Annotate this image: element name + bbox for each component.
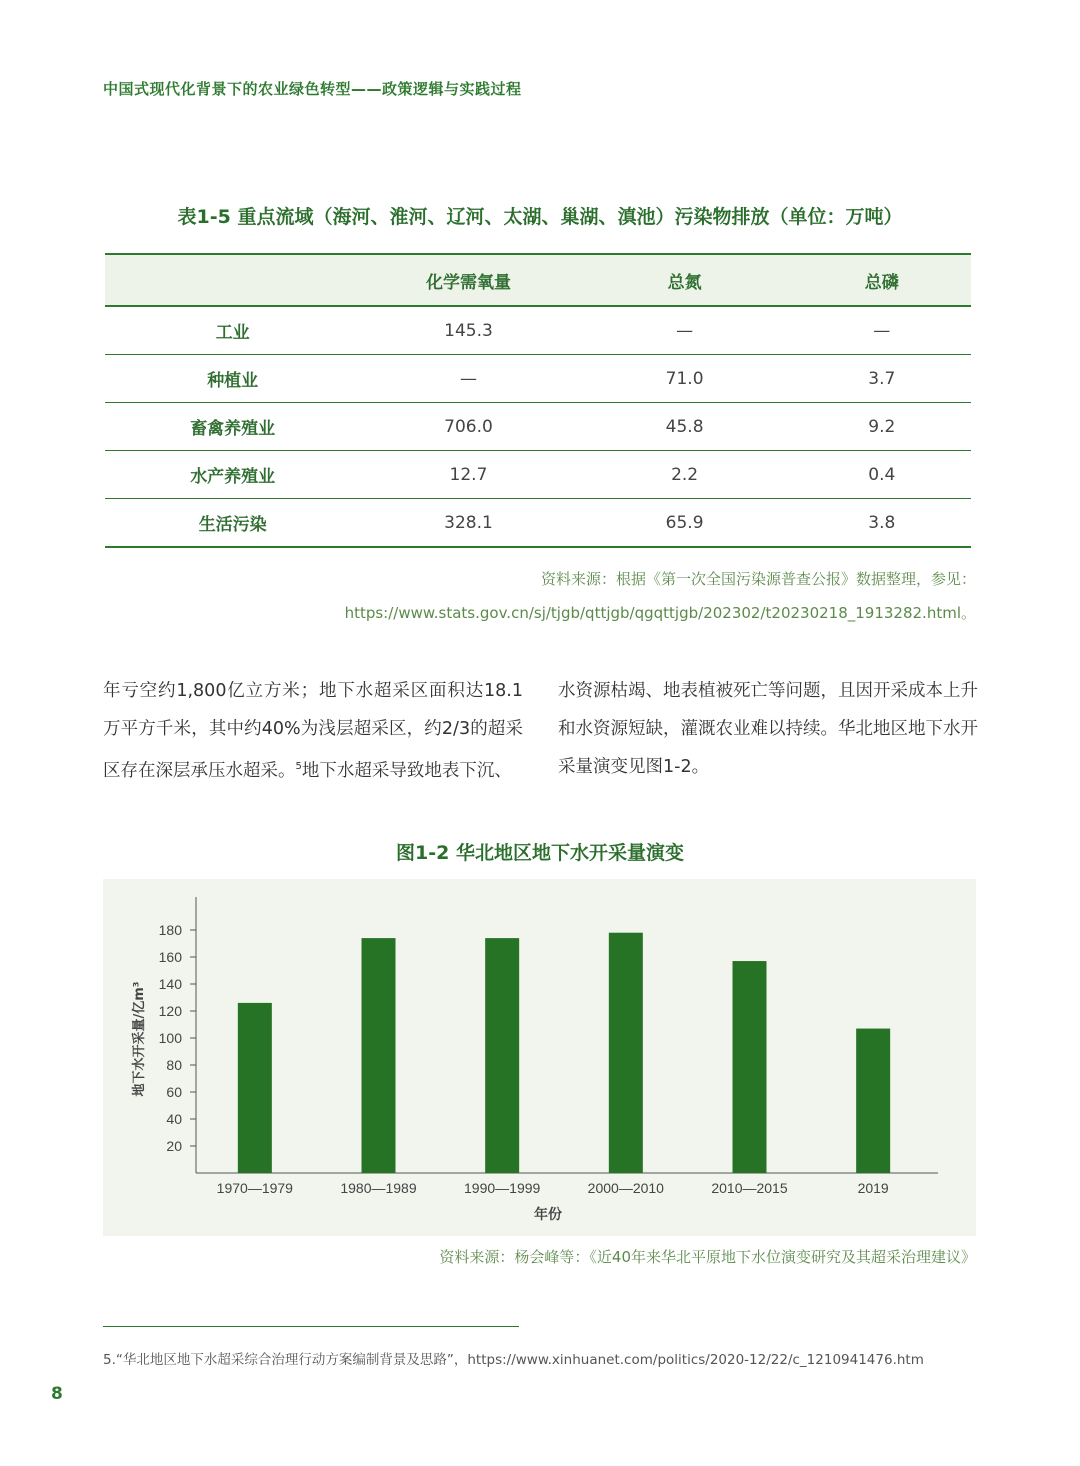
- y-axis-title: 地下水开采量/亿m³: [132, 981, 147, 1097]
- page-number: 8: [51, 1384, 63, 1404]
- cell-cod: 12.7: [360, 451, 576, 499]
- x-tick-label: 1990—1999: [464, 1180, 541, 1196]
- row-label: 生活污染: [105, 499, 360, 548]
- table-source-note: [345, 562, 976, 630]
- y-tick-label: 20: [166, 1138, 182, 1154]
- figure-title: 图1-2 华北地区地下水开采量演变: [396, 842, 684, 864]
- x-tick-label: 2019: [857, 1180, 889, 1196]
- bar: [485, 938, 519, 1173]
- row-label: 水产养殖业: [105, 451, 360, 499]
- x-tick-label: 2000—2010: [587, 1180, 664, 1196]
- body-text-left-column: [103, 672, 523, 790]
- body-text: 地下水超采导致地表下沉、: [301, 760, 512, 781]
- y-tick-label: 180: [158, 922, 182, 938]
- table-title: 表1-5 重点流域（海河、淮河、辽河、太湖、巢湖、滇池）污染物排放（单位：万吨）: [177, 206, 903, 228]
- body-text-right-column: 水资源枯竭、地表植被死亡等问题，且因开采成本上升和水资源短缺，灌溉农业难以持续。华北地区地下水开采量演变见图1-2。: [558, 681, 978, 777]
- x-axis-title: 年份: [534, 1207, 562, 1223]
- cell-tp: 3.8: [793, 499, 971, 548]
- y-tick-label: 140: [158, 976, 182, 992]
- y-tick-label: 60: [166, 1084, 182, 1100]
- table-header-row: [105, 254, 971, 306]
- row-label: 种植业: [105, 355, 360, 403]
- table-source-line: 资料来源：根据《第一次全国污染源普查公报》数据整理，参见：: [540, 570, 976, 588]
- cell-cod: 328.1: [360, 499, 576, 548]
- figure-source-note: 资料来源：杨会峰等：《近40年来华北平原地下水位演变研究及其超采治理建议》: [439, 1248, 976, 1266]
- footnote: 5.“华北地区地下水超采综合治理行动方案编制背景及思路”，https://www.xinhuanet.com/politics/2020-12/22/c_1210941476.htm: [103, 1352, 924, 1368]
- bar: [238, 1003, 272, 1173]
- cell-tn: 65.9: [577, 499, 793, 548]
- cell-cod: —: [360, 355, 576, 403]
- running-head: 中国式现代化背景下的农业绿色转型——政策逻辑与实践过程: [103, 80, 522, 98]
- cell-tp: 9.2: [793, 403, 971, 451]
- bar: [362, 938, 396, 1173]
- pollution-table: [105, 253, 971, 548]
- column-header-total-phosphorus: 总磷: [793, 254, 971, 306]
- column-header-blank: [105, 254, 360, 306]
- bar-chart-svg: [103, 879, 976, 1236]
- table-row: [105, 451, 971, 499]
- cell-tn: 71.0: [577, 355, 793, 403]
- x-tick-label: 2010—2015: [711, 1180, 788, 1196]
- row-label: 工业: [105, 306, 360, 355]
- bar: [856, 1029, 890, 1173]
- cell-tp: —: [793, 306, 971, 355]
- cell-tp: 3.7: [793, 355, 971, 403]
- y-tick-label: 120: [158, 1003, 182, 1019]
- y-tick-label: 40: [166, 1111, 182, 1127]
- footnote-divider: [103, 1326, 519, 1327]
- y-tick-label: 100: [158, 1030, 182, 1046]
- bar: [609, 933, 643, 1173]
- cell-tn: 45.8: [577, 403, 793, 451]
- y-tick-label: 80: [166, 1057, 182, 1073]
- cell-tn: 2.2: [577, 451, 793, 499]
- groundwater-chart: [103, 879, 976, 1236]
- cell-tp: 0.4: [793, 451, 971, 499]
- footnote-marker: 5: [295, 761, 302, 772]
- column-header-cod: 化学需氧量: [360, 254, 576, 306]
- x-tick-label: 1980—1989: [340, 1180, 417, 1196]
- column-header-total-nitrogen: 总氮: [577, 254, 793, 306]
- row-label: 畜禽养殖业: [105, 403, 360, 451]
- table-row: [105, 355, 971, 403]
- table-row: [105, 306, 971, 355]
- cell-cod: 145.3: [360, 306, 576, 355]
- table-source-url: https://www.stats.gov.cn/sj/tjgb/qttjgb/qgqttjgb/202302/t20230218_1913282.html。: [344, 604, 976, 622]
- x-tick-label: 1970—1979: [216, 1180, 293, 1196]
- cell-tn: —: [577, 306, 793, 355]
- body-text: 年亏空约1,800亿立方米；地下水超采区面积达18.1万平方千米，其中约40%为浅层超采区，约2/3的超采区存在深层承压水超采。: [103, 681, 523, 781]
- table-row: [105, 499, 971, 548]
- table-row: [105, 403, 971, 451]
- cell-cod: 706.0: [360, 403, 576, 451]
- y-tick-label: 160: [158, 949, 182, 965]
- bar: [733, 961, 767, 1173]
